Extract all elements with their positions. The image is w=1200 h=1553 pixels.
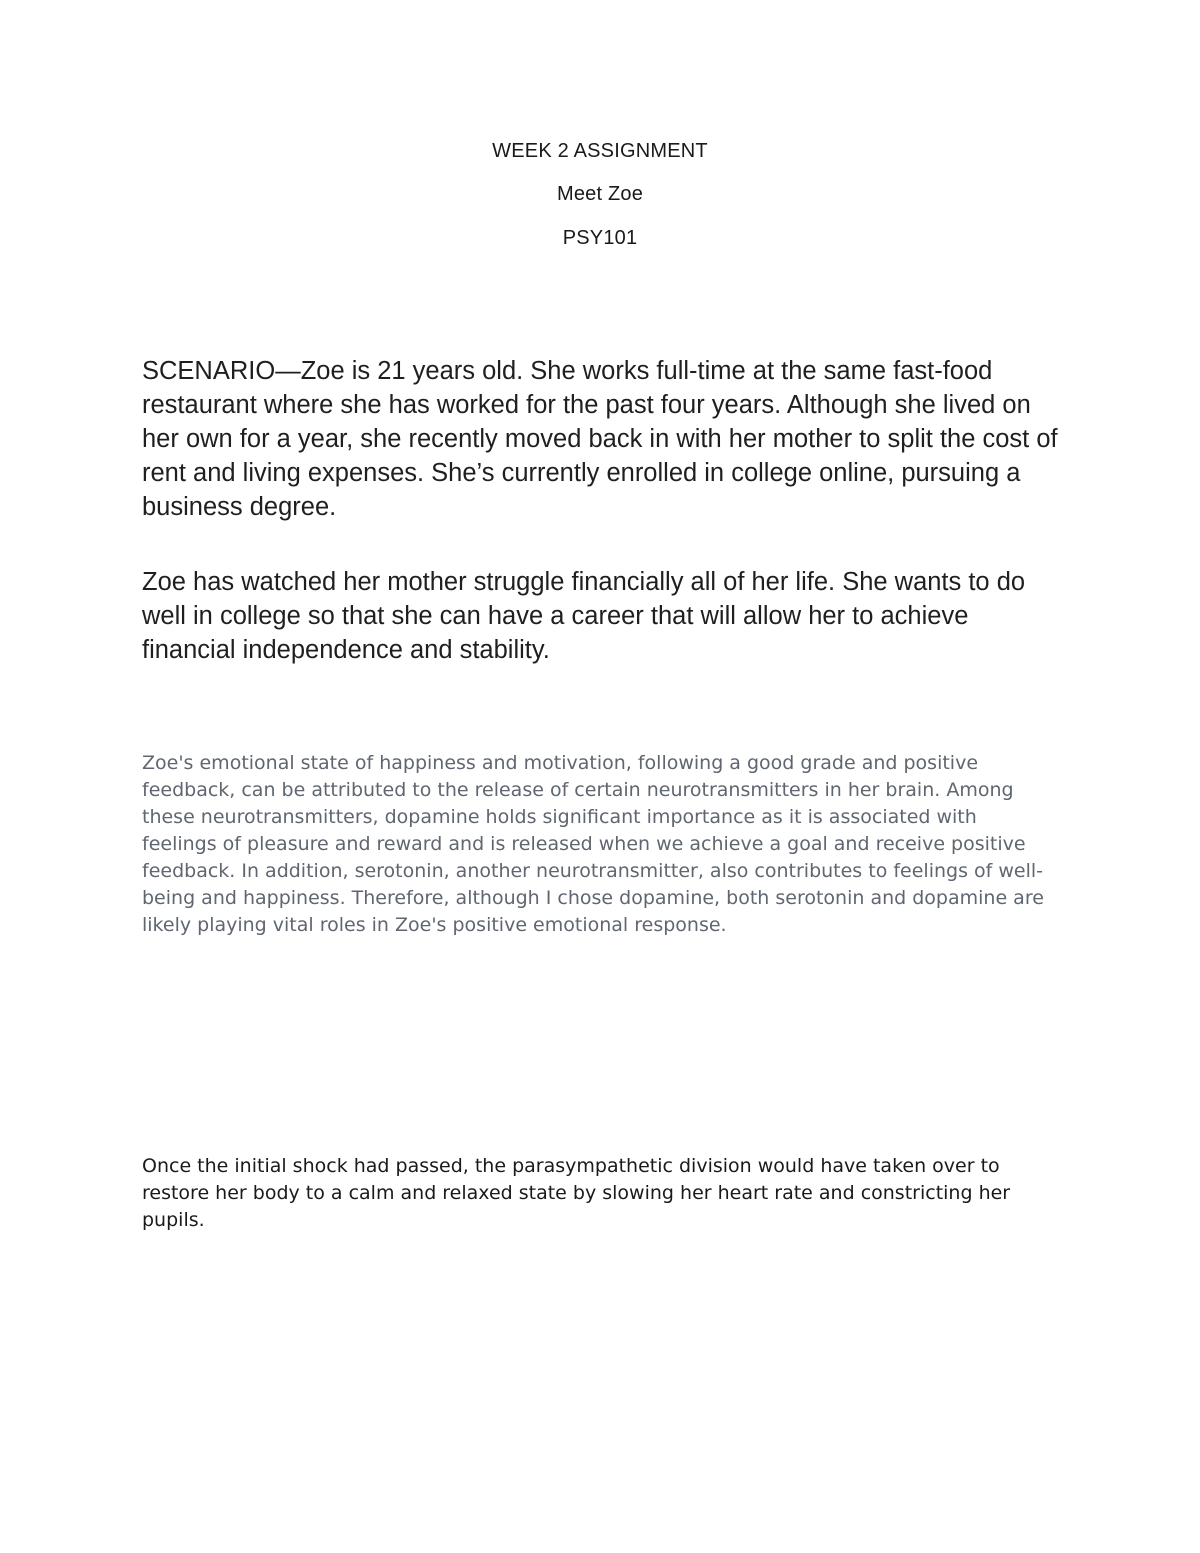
scenario-goal-paragraph: Zoe has watched her mother struggle financially all of her life. She wants to do well in college so that she can have a career that will allow her to achieve financial independence and stability. xyxy=(142,568,1026,664)
parasympathetic-answer: Once the initial shock had passed, the parasympathetic division would have taken over to restore her body to a calm and relaxed state by slowing her heart rate and constricting her pupils. xyxy=(142,1155,1011,1231)
assignment-title: WEEK 2 ASSIGNMENT xyxy=(492,140,708,162)
scenario-paragraph: SCENARIO—Zoe is 21 years old. She works full-time at the same fast-food restaurant where she has worked for the past four years. Although she lived on her own for a year, she recently moved back in with her mother to split the cost of rent and living expenses. She’s currently enrolled in college online, pursuing a business degree. xyxy=(142,357,1058,521)
assignment-subtitle: Meet Zoe xyxy=(556,183,644,205)
course-code: PSY101 xyxy=(562,227,638,249)
neurotransmitter-answer: Zoe's emotional state of happiness and motivation, following a good grade and positive feedback, can be attributed to the release of certain neurotransmitters in her brain. Among these neurotransmitters, dopamine holds significant importance as it is associated with feelings of pleasure and reward and is released when we achieve a goal and receive positive feedback. In addition, serotonin, another neurotransmitter, also contributes to feelings of well-being and happiness. Therefore, although I chose dopamine, both serotonin and dopamine are likely playing vital roles in Zoe's positive emotional response. xyxy=(142,752,1044,936)
